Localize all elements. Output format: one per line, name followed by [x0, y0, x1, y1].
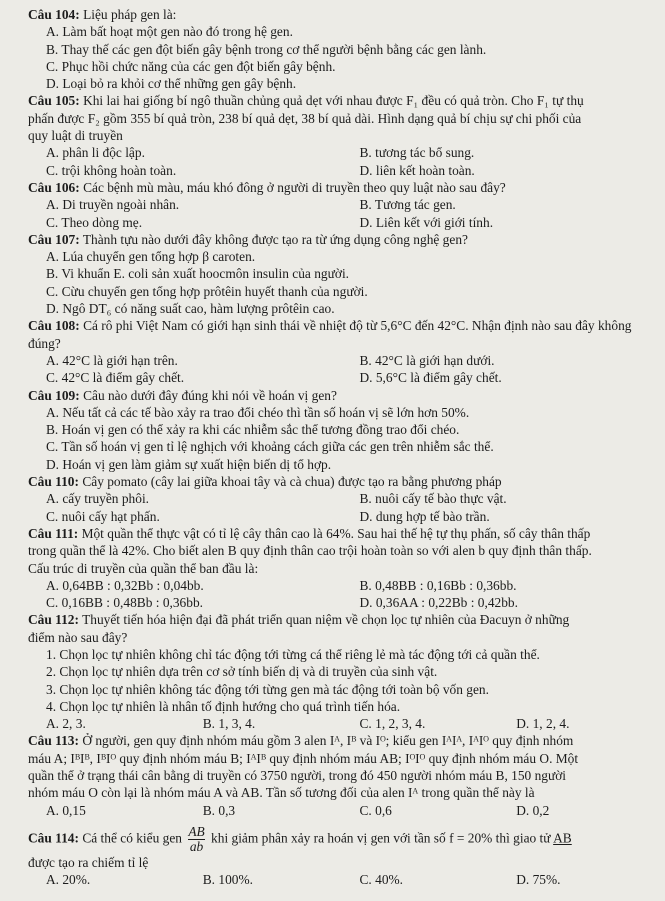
q106-option-d: D. Liên kết với giới tính. — [359, 214, 494, 230]
q104-option-a: A. Làm bất hoạt một gen nào đó trong hệ gen. — [46, 24, 293, 40]
question-number: Câu 109: — [28, 387, 80, 403]
q112-option-d: D. 1, 2, 4. — [516, 716, 570, 732]
q106-stem: Câu 106: Các bệnh mù màu, máu khó đông ở người di truyền theo quy luật nào sau đây? — [28, 179, 506, 195]
q106-option-b: B. Tương tác gen. — [359, 197, 456, 213]
question-number: Câu 111: — [28, 525, 79, 541]
q107-option-b: B. Vi khuẩn E. coli sản xuất hoocmôn insulin của người. — [46, 266, 350, 282]
q108-option-d: D. 5,6°C là điểm gây chết. — [359, 370, 502, 386]
q112-statement-4: 4. Chọn lọc tự nhiên là nhân tố định hướng cho quá trình tiến hóa. — [46, 698, 401, 714]
q111-option-b: B. 0,48BB : 0,16Bb : 0,36bb. — [359, 577, 517, 593]
q106-options-row1 — [28, 196, 655, 213]
q112-option-b: B. 1, 3, 4. — [202, 716, 256, 732]
q111-option-c: C. 0,16BB : 0,48Bb : 0,36bb. — [46, 595, 203, 611]
q105-option-b: B. tương tác bổ sung. — [359, 145, 475, 161]
q114-option-c: C. 40%. — [359, 872, 404, 888]
q114-gamete: AB — [553, 830, 572, 846]
q113-option-d: D. 0,2 — [516, 802, 550, 818]
question-number: Câu 113: — [28, 733, 79, 749]
q112-stem-line2: điểm nào sau đây? — [28, 629, 128, 645]
q105-option-a: A. phân li độc lập. — [46, 145, 145, 161]
question-number: Câu 114: — [28, 830, 79, 846]
q114-genotype-fraction — [188, 825, 204, 854]
q105-stem-line1: Câu 105: Khi lai hai giống bí ngô thuần chủng quả dẹt với nhau được F₁ đều có quả tròn. Cho F₁ tự thụ — [28, 93, 584, 109]
q111-stem-line1: Câu 111: Một quần thể thực vật có tỉ lệ cây thân cao là 64%. Sau hai thế hệ tự thụ phấn, số cây thân thấp — [28, 525, 591, 541]
q108-stem-line1: Câu 108: Cá rô phi Việt Nam có giới hạn sinh thái về nhiệt độ từ 5,6°C đến 42°C. Nhận định nào sau đây không — [28, 318, 632, 334]
q114-option-d: D. 75%. — [516, 872, 561, 888]
q113-stem-line2: máu A; IᴮIᴮ, IᴮIᴼ quy định nhóm máu B; IᴬIᴮ quy định nhóm máu AB; IᴼIᴼ quy định nhóm máu O. Một — [28, 750, 579, 766]
q108-option-b: B. 42°C là giới hạn dưới. — [359, 352, 495, 368]
question-number: Câu 104: — [28, 7, 80, 22]
q108-option-a: A. 42°C là giới hạn trên. — [46, 352, 178, 368]
q108-options-row1 — [28, 352, 655, 369]
q113-option-a: A. 0,15 — [46, 802, 86, 818]
q107-option-a: A. Lúa chuyển gen tổng hợp β caroten. — [46, 249, 256, 265]
q113-stem-line3: quần thể ở trạng thái cân bằng di truyền có 3750 người, trong đó 450 người nhóm máu B, 150 người — [28, 768, 567, 784]
q107-option-d: D. Ngô DT₆ có năng suất cao, hàm lượng prôtêin cao. — [46, 301, 335, 317]
q106-option-a: A. Di truyền ngoài nhân. — [46, 197, 180, 213]
q105-option-d: D. liên kết hoàn toàn. — [359, 162, 475, 178]
q112-statement-2: 2. Chọn lọc tự nhiên dựa trên cơ sở tính biến dị và di truyền của sinh vật. — [46, 664, 438, 680]
q108-option-c: C. 42°C là điểm gây chết. — [46, 370, 185, 386]
q111-options-row2 — [28, 594, 655, 611]
q113-option-b: B. 0,3 — [202, 802, 236, 818]
q105-option-c: C. trội không hoàn toàn. — [46, 162, 177, 178]
q114-stem-line1 — [28, 825, 655, 854]
q104-stem: Câu 104: Liệu pháp gen là: — [28, 7, 177, 22]
q104-option-c: C. Phục hồi chức năng của các gen đột biến gây bệnh. — [46, 58, 336, 74]
q111-stem-line3: Cấu trúc di truyền của quần thể ban đầu là: — [28, 560, 259, 576]
q107-option-c: C. Cừu chuyển gen tổng hợp prôtêin huyết thanh của người. — [46, 283, 368, 299]
q109-option-d: D. Hoán vị gen làm giảm sự xuất hiện biến dị tổ hợp. — [46, 456, 332, 472]
q110-option-c: C. nuôi cấy hạt phấn. — [46, 508, 160, 524]
q114-stem-before: Câu 114: Cá thể có kiểu gen — [28, 830, 182, 846]
q109-stem: Câu 109: Câu nào dưới đây đúng khi nói về hoán vị gen? — [28, 387, 337, 403]
question-number: Câu 105: — [28, 93, 80, 109]
q114-stem-after: khi giảm phân xảy ra hoán vị gen với tần số f = 20% thì giao tử — [211, 830, 551, 846]
q110-stem: Câu 110: Cây pomato (cây lai giữa khoai tây và cà chua) được tạo ra bằng phương pháp — [28, 474, 502, 490]
q105-stem-line2: phấn được F₂ gồm 355 bí quả tròn, 238 bí quả dẹt, 38 bí quả dài. Hình dạng quả bí chịu sự chi phối của — [28, 110, 582, 126]
q109-option-a: A. Nếu tất cả các tế bào xảy ra trao đổi chéo thì tần số hoán vị sẽ lớn hơn 50%. — [46, 404, 470, 420]
q112-statement-3: 3. Chọn lọc tự nhiên không tác động tới từng gen mà tác động tới toàn bộ vốn gen. — [46, 681, 489, 697]
q109-option-c: C. Tần số hoán vị gen tỉ lệ nghịch với khoảng cách giữa các gen trên nhiễm sắc thể. — [46, 439, 494, 455]
question-number: Câu 108: — [28, 318, 80, 334]
q114-fraction-denominator: ab — [189, 838, 204, 854]
q113-stem-line4: nhóm máu O còn lại là nhóm máu A và AB. Tần số tương đối của alen Iᴬ trong quần thể này là — [28, 785, 535, 801]
q106-option-c: C. Theo dòng mẹ. — [46, 214, 143, 230]
q110-option-d: D. dung hợp tế bào trần. — [359, 508, 490, 524]
question-number: Câu 106: — [28, 179, 80, 195]
question-number: Câu 107: — [28, 231, 80, 247]
q108-stem-line2: đúng? — [28, 335, 61, 351]
q104-option-b: B. Thay thế các gen đột biến gây bệnh trong cơ thể người bệnh bằng các gen lành. — [46, 41, 487, 57]
q105-stem-line3: quy luật di truyền — [28, 128, 123, 144]
q108-options-row2 — [28, 369, 655, 386]
q113-options-row — [28, 802, 655, 819]
q112-options-row — [28, 715, 655, 732]
q111-stem-line2: trong quần thể là 42%. Cho biết alen B quy định thân cao trội hoàn toàn so với alen b quy định thân thấp. — [28, 543, 592, 559]
q114-options-row — [28, 871, 655, 888]
q112-statement-1: 1. Chọn lọc tự nhiên không chỉ tác động tới từng cá thể riêng lẻ mà tác động tới cả quần thể. — [46, 646, 540, 662]
q112-option-c: C. 1, 2, 3, 4. — [359, 716, 426, 732]
q110-options-row2 — [28, 508, 655, 525]
question-number: Câu 110: — [28, 474, 79, 490]
q109-option-b: B. Hoán vị gen có thể xảy ra khi các nhiễm sắc thể tương đồng trao đổi chéo. — [46, 422, 460, 438]
q105-options-row2 — [28, 162, 655, 179]
q112-option-a: A. 2, 3. — [46, 716, 86, 732]
q113-stem-line1: Câu 113: Ở người, gen quy định nhóm máu gồm 3 alen Iᴬ, Iᴮ và Iᴼ; kiểu gen IᴬIᴬ, IᴬIᴼ quy định nhóm — [28, 733, 574, 749]
q114-fraction-numerator: AB — [188, 824, 205, 839]
question-number: Câu 112: — [28, 612, 79, 628]
q110-option-b: B. nuôi cấy tế bào thực vật. — [359, 491, 507, 507]
q106-options-row2 — [28, 214, 655, 231]
q111-option-d: D. 0,36AA : 0,22Bb : 0,42bb. — [359, 595, 518, 611]
q105-options-row1 — [28, 144, 655, 161]
q112-stem-line1: Câu 112: Thuyết tiến hóa hiện đại đã phát triển quan niệm về chọn lọc tự nhiên của Đacuyn ở những — [28, 612, 570, 628]
q114-option-a: A. 20%. — [46, 872, 91, 888]
q114-stem-line2: được tạo ra chiếm tỉ lệ — [28, 854, 149, 870]
q111-options-row1 — [28, 577, 655, 594]
q107-stem: Câu 107: Thành tựu nào dưới đây không được tạo ra từ ứng dụng công nghệ gen? — [28, 231, 468, 247]
q113-option-c: C. 0,6 — [359, 802, 392, 818]
q114-option-b: B. 100%. — [202, 872, 253, 888]
q111-option-a: A. 0,64BB : 0,32Bb : 0,04bb. — [46, 577, 204, 593]
q104-option-d: D. Loại bỏ ra khỏi cơ thể những gen gây bệnh. — [46, 76, 297, 92]
q110-option-a: A. cấy truyền phôi. — [46, 491, 150, 507]
q110-options-row1 — [28, 490, 655, 507]
